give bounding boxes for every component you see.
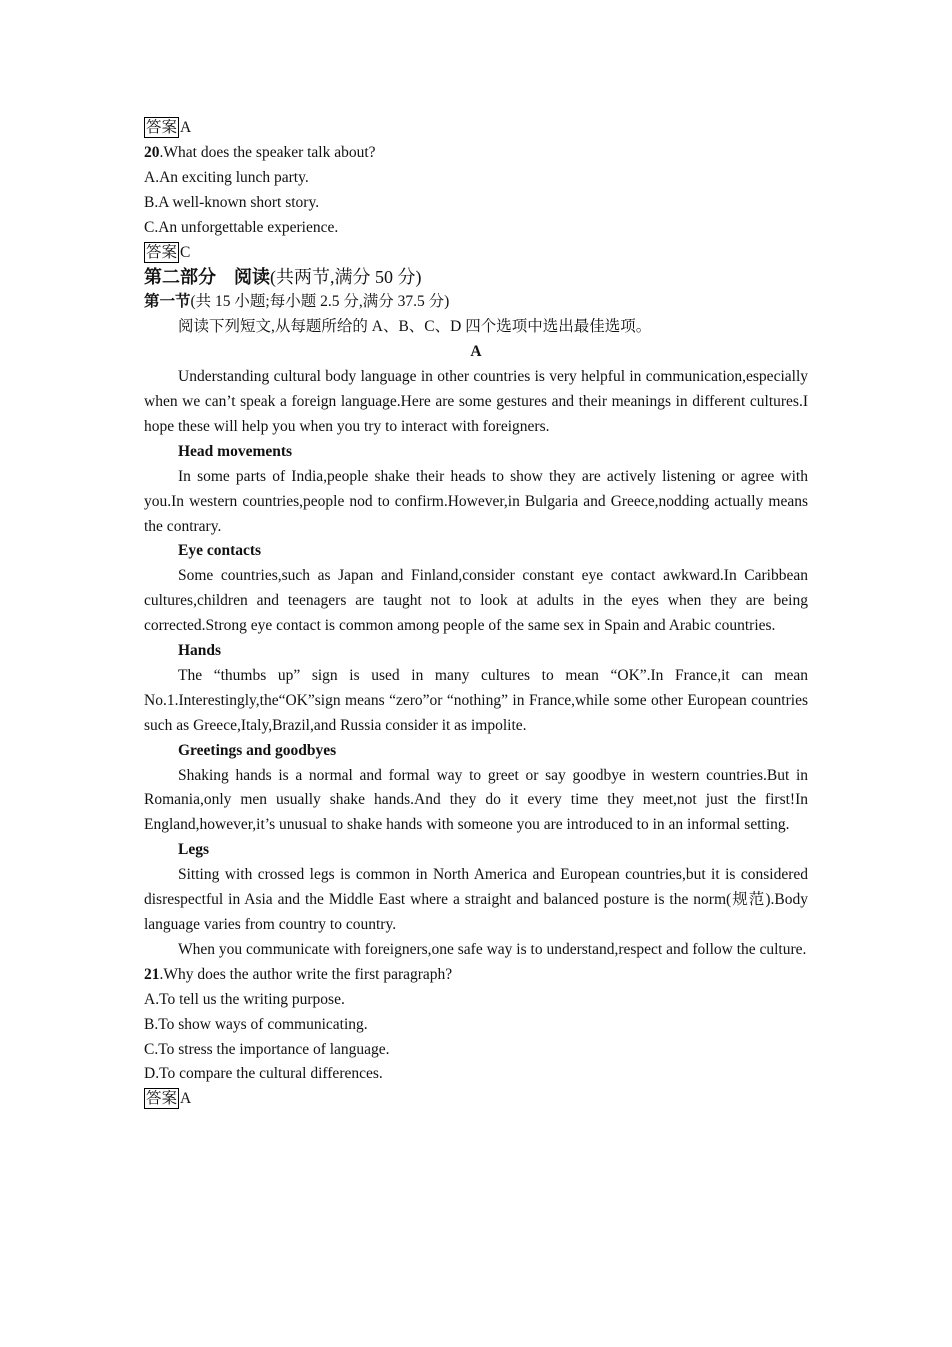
question-text: .What does the speaker talk about?	[159, 143, 376, 161]
part-name: 阅读	[234, 267, 270, 288]
passage-letter: A	[470, 343, 482, 361]
q20-stem	[144, 141, 808, 166]
section-text-greetings: Shaking hands is a normal and formal way to greet or say goodbye in western countries.But in Romania,only men usually shake hands.And they do it every time they meet,not just the first!In England,however,it’s unusual to shake hands with someone you are introduced to in an informal setting.	[144, 766, 808, 834]
part-note: (共两节,满分 50 分)	[270, 267, 422, 288]
section-title: 第一节	[144, 293, 191, 311]
q20-option-a: A.An exciting lunch party.	[144, 168, 309, 186]
answer-value: A	[180, 119, 192, 136]
q19-answer-line	[144, 116, 808, 141]
part-two-heading	[144, 265, 808, 290]
answer-label-box: 答案	[146, 243, 178, 261]
section-note: (共 15 小题;每小题 2.5 分,满分 37.5 分)	[190, 293, 450, 311]
q20-option-b: B.A well-known short story.	[144, 193, 320, 211]
q21-option-a: A.To tell us the writing purpose.	[144, 990, 345, 1008]
instruction: 阅读下列短文,从每题所给的 A、B、C、D 四个选项中选出最佳选项。	[178, 318, 652, 336]
section-heading-hands: Hands	[178, 642, 222, 660]
question-text: .Why does the author write the first paragraph?	[159, 965, 453, 983]
section-text-hands: The “thumbs up” sign is used in many cultures to mean “OK”.In France,it can mean No.1.Interestingly,the“OK”sign means “zero”or “nothing” in France,while some other European countries such as Greece,Italy,Brazil,and Russia consider it as impolite.	[144, 666, 808, 734]
part-title: 第二部分	[144, 267, 216, 288]
section-heading-head: Head movements	[178, 442, 293, 460]
section-heading-greetings: Greetings and goodbyes	[178, 741, 337, 759]
question-number: 20	[144, 143, 160, 161]
answer-value: C	[180, 243, 191, 261]
q20-option-c: C.An unforgettable experience.	[144, 218, 339, 236]
section-heading-legs: Legs	[178, 841, 209, 859]
answer-value: A	[180, 1090, 192, 1108]
answer-label-box: 答案	[146, 119, 178, 136]
q21-answer-line	[144, 1087, 808, 1112]
section-text-head: In some parts of India,people shake their heads to show they are actively listening or agree with you.In western countries,people nod to confirm.However,in Bulgaria and Greece,nodding actually means the contrary.	[144, 467, 808, 535]
q21-option-c: C.To stress the importance of language.	[144, 1040, 390, 1058]
question-number: 21	[144, 965, 160, 983]
q21-stem	[144, 963, 808, 988]
q20-answer-line	[144, 241, 808, 266]
answer-label-box: 答案	[146, 1090, 178, 1108]
q21-option-d: D.To compare the cultural differences.	[144, 1065, 383, 1083]
passage-intro: Understanding cultural body language in other countries is very helpful in communication,especially when we can’t speak a foreign language.Here are some gestures and their meanings in different cultures.I hope these will help you when you try to interact with foreigners.	[144, 368, 808, 435]
section-one-heading	[144, 290, 808, 315]
document-page	[144, 116, 808, 1112]
q21-option-b: B.To show ways of communicating.	[144, 1015, 368, 1033]
section-heading-eye: Eye contacts	[178, 542, 262, 560]
passage-closing: When you communicate with foreigners,one safe way is to understand,respect and follow the culture.	[178, 940, 807, 958]
section-text-legs: Sitting with crossed legs is common in North America and European countries,but it is considered disrespectful in Asia and the Middle East where a straight and balanced posture is the norm(规范).Body language varies from country to country.	[144, 866, 808, 933]
section-text-eye: Some countries,such as Japan and Finland,consider constant eye contact awkward.In Caribbean cultures,children and teenagers are taught not to look at adults in the eyes when they are being corrected.Strong eye contact is common among people of the same sex in Spain and Arabic countries.	[144, 567, 808, 635]
